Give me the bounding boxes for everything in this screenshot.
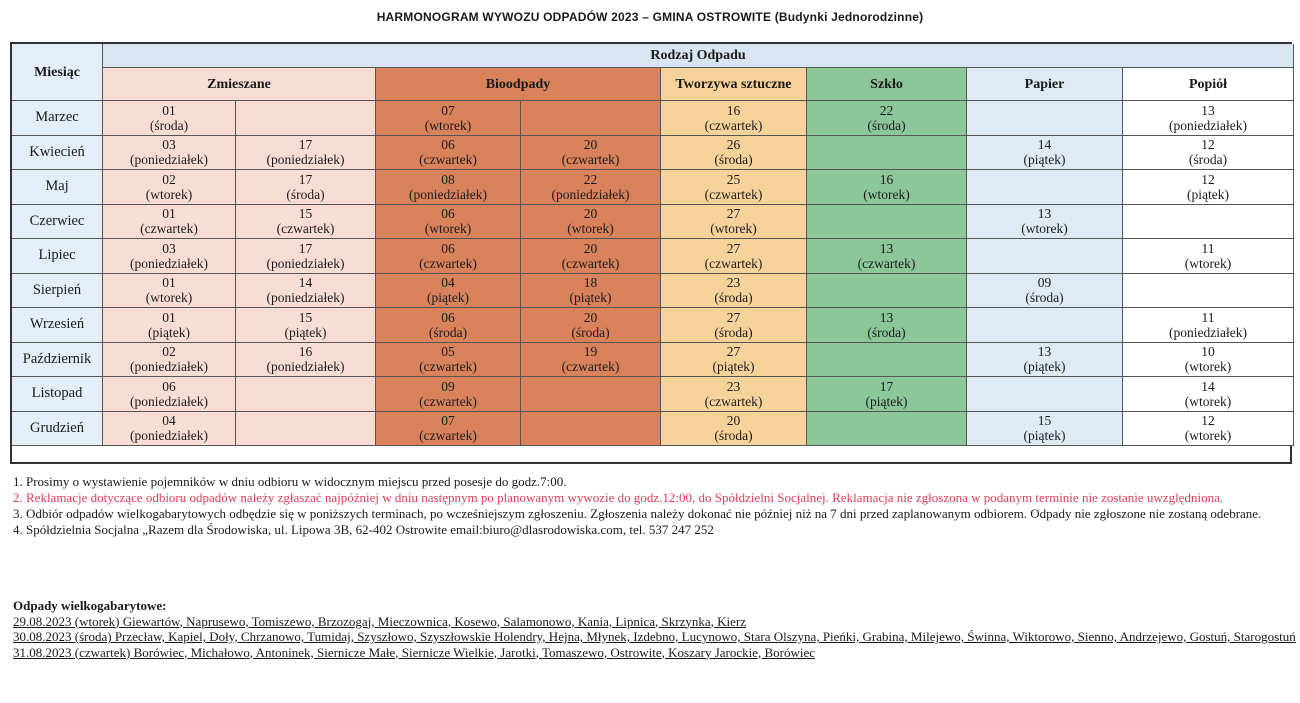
pickup-day: 09: [1037, 275, 1052, 291]
schedule-cell-s: [807, 101, 967, 136]
schedule-cell-t: [661, 308, 807, 343]
notes: [13, 474, 1288, 538]
pickup-weekday: (piątek): [1023, 359, 1066, 375]
schedule-cell-p: [967, 308, 1123, 343]
pickup-weekday: (wtorek): [567, 221, 614, 237]
pickup-day: 03: [162, 137, 176, 153]
schedule-cell-p: [967, 377, 1123, 412]
schedule-cell-b1: [376, 308, 521, 343]
pickup-day: 18: [583, 275, 598, 291]
schedule-cell-z2: [236, 308, 376, 343]
schedule-cell-po: [1123, 170, 1294, 205]
month-label: Listopad: [12, 377, 103, 412]
pickup-day: 12: [1201, 137, 1215, 153]
pickup-day: 09: [441, 378, 455, 394]
pickup-weekday: (wtorek): [424, 117, 472, 133]
pickup-day: 03: [162, 240, 176, 256]
month-label: Lipiec: [12, 239, 103, 274]
pickup-weekday: (poniedziałek): [1169, 324, 1247, 340]
pickup-day: 25: [726, 171, 741, 187]
pickup-weekday: (piątek): [865, 393, 908, 409]
pickup-day: 01: [162, 206, 176, 222]
schedule-cell-p: [967, 343, 1123, 378]
schedule-cell-b2: [521, 101, 661, 136]
schedule-cell-b2: [521, 343, 661, 378]
schedule-cell-z1: [103, 308, 236, 343]
schedule-cell-z2: [236, 412, 376, 447]
pickup-day: 05: [441, 344, 455, 360]
schedule-table: [10, 42, 1292, 464]
schedule-cell-po: [1123, 205, 1294, 240]
pickup-day: 17: [298, 240, 313, 256]
schedule-cell-t: [661, 101, 807, 136]
pickup-weekday: (czwartek): [419, 152, 477, 168]
pickup-day: 06: [162, 378, 176, 394]
schedule-cell-b1: [376, 239, 521, 274]
header-popiol: Popiół: [1123, 68, 1294, 101]
schedule-cell-z1: [103, 343, 236, 378]
pickup-weekday: (czwartek): [561, 359, 620, 375]
pickup-weekday: (czwartek): [561, 152, 620, 168]
schedule-cell-z2: [236, 170, 376, 205]
pickup-day: 22: [583, 171, 598, 187]
bulky-waste-line: 29.08.2023 (wtorek) Giewartów, Naprusewo, Tomiszewo, Brzozogaj, Mieczownica, Kosewo, Salamonowo, Kania, Lipnica, Skrzynka, Kierz: [13, 613, 747, 629]
pickup-day: 27: [726, 206, 741, 222]
pickup-weekday: (czwartek): [857, 255, 916, 271]
schedule-cell-z1: [103, 377, 236, 412]
pickup-weekday: (poniedziałek): [1169, 117, 1247, 133]
pickup-weekday: (środa): [286, 186, 325, 202]
pickup-weekday: (czwartek): [561, 255, 620, 271]
schedule-cell-b2: [521, 170, 661, 205]
schedule-cell-z2: [236, 136, 376, 171]
pickup-day: 12: [1201, 413, 1215, 429]
schedule-cell-z1: [103, 274, 236, 309]
pickup-day: 07: [441, 413, 455, 429]
schedule-cell-po: [1123, 377, 1294, 412]
pickup-weekday: (piątek): [569, 290, 612, 306]
note-1: 1. Prosimy o wystawienie pojemników w dniu odbioru w widocznym miejscu przed posesje do godz.7:00.: [13, 474, 567, 489]
pickup-weekday: (piątek): [427, 290, 469, 306]
schedule-cell-s: [807, 136, 967, 171]
schedule-cell-b1: [376, 136, 521, 171]
header-tworzywa: Tworzywa sztuczne: [661, 68, 807, 101]
pickup-day: 10: [1201, 344, 1215, 360]
schedule-cell-b1: [376, 205, 521, 240]
pickup-weekday: (wtorek): [145, 186, 193, 202]
schedule-cell-b1: [376, 412, 521, 447]
pickup-day: 20: [726, 413, 741, 429]
schedule-cell-b2: [521, 239, 661, 274]
schedule-cell-p: [967, 412, 1123, 447]
pickup-weekday: (czwartek): [419, 255, 477, 271]
pickup-day: 12: [1201, 171, 1215, 187]
pickup-weekday: (poniedziałek): [130, 152, 208, 168]
pickup-weekday: (środa): [571, 324, 610, 340]
schedule-cell-z2: [236, 239, 376, 274]
bulky-waste-line: 31.08.2023 (czwartek) Borówiec, Michałowo, Antoninek, Siernicze Małe, Siernicze Wielkie, Jarotki, Tomaszewo, Ostrowite, Koszary Jarockie, Borówiec: [13, 644, 816, 660]
pickup-weekday: (poniedziałek): [266, 152, 345, 168]
pickup-day: 14: [298, 275, 313, 291]
pickup-weekday: (wtorek): [1184, 359, 1232, 375]
pickup-weekday: (wtorek): [863, 186, 910, 202]
pickup-weekday: (czwartek): [704, 186, 763, 202]
schedule-cell-b1: [376, 170, 521, 205]
pickup-weekday: (poniedziałek): [130, 255, 208, 271]
schedule-cell-b2: [521, 412, 661, 447]
pickup-day: 13: [1037, 344, 1052, 360]
pickup-day: 04: [441, 275, 455, 291]
pickup-day: 19: [583, 344, 598, 360]
pickup-weekday: (piątek): [1023, 428, 1066, 444]
pickup-day: 27: [726, 240, 741, 256]
schedule-cell-po: [1123, 343, 1294, 378]
schedule-cell-po: [1123, 239, 1294, 274]
pickup-weekday: (środa): [714, 290, 753, 306]
pickup-weekday: (poniedziałek): [551, 186, 630, 202]
header-bioodpady: Bioodpady: [376, 68, 661, 101]
pickup-weekday: (piątek): [1023, 152, 1066, 168]
schedule-cell-z2: [236, 101, 376, 136]
schedule-cell-p: [967, 101, 1123, 136]
pickup-weekday: (wtorek): [710, 221, 757, 237]
pickup-day: 13: [1201, 102, 1215, 118]
schedule-cell-b2: [521, 136, 661, 171]
pickup-weekday: (czwartek): [419, 428, 477, 444]
schedule-cell-z2: [236, 205, 376, 240]
pickup-day: 15: [298, 309, 313, 325]
pickup-day: 26: [726, 137, 741, 153]
pickup-day: 20: [583, 206, 598, 222]
month-label: Październik: [12, 343, 103, 378]
pickup-day: 11: [1201, 240, 1215, 256]
pickup-weekday: (wtorek): [1021, 221, 1068, 237]
pickup-weekday: (środa): [714, 428, 753, 444]
pickup-weekday: (wtorek): [424, 221, 472, 237]
month-label: Grudzień: [12, 412, 103, 447]
pickup-day: 13: [879, 309, 894, 325]
note-4-contact: 4. Spółdzielnia Socjalna „Razem dla Środowiska, ul. Lipowa 3B, 62-402 Ostrowite email:biuro@dlasrodowiska.com, tel. 537 247 252: [13, 522, 714, 537]
pickup-day: 08: [441, 171, 455, 187]
schedule-cell-z2: [236, 343, 376, 378]
pickup-day: 23: [726, 275, 741, 291]
schedule-cell-z2: [236, 377, 376, 412]
schedule-cell-z1: [103, 136, 236, 171]
pickup-weekday: (środa): [149, 117, 189, 133]
pickup-day: 27: [726, 309, 741, 325]
pickup-day: 06: [441, 206, 455, 222]
schedule-cell-b2: [521, 205, 661, 240]
schedule-cell-b2: [521, 274, 661, 309]
pickup-weekday: (piątek): [148, 324, 190, 340]
pickup-day: 22: [879, 102, 894, 118]
schedule-cell-s: [807, 239, 967, 274]
schedule-cell-t: [661, 136, 807, 171]
pickup-weekday: (czwartek): [419, 393, 477, 409]
pickup-day: 06: [441, 309, 455, 325]
pickup-day: 13: [1037, 206, 1052, 222]
pickup-day: 15: [298, 206, 313, 222]
schedule-cell-s: [807, 343, 967, 378]
schedule-cell-po: [1123, 308, 1294, 343]
header-miesiac: Miesiąc: [12, 44, 103, 101]
pickup-weekday: (piątek): [284, 324, 327, 340]
pickup-weekday: (piątek): [712, 359, 755, 375]
schedule-cell-z1: [103, 239, 236, 274]
pickup-day: 20: [583, 137, 598, 153]
schedule-cell-s: [807, 377, 967, 412]
pickup-day: 17: [298, 171, 313, 187]
note-2-reklamacje: 2. Reklamacje dotyczące odbioru odpadów należy zgłaszać najpóźniej w dniu następnym po planowanym wywozie do godz.12:00, do Spółdzielni Socjalnej. Reklamacja nie zgłoszona w podanym terminie nie zostanie uwzględniona.: [13, 490, 1224, 505]
pickup-day: 01: [162, 102, 176, 118]
pickup-day: 20: [583, 240, 598, 256]
pickup-weekday: (środa): [714, 324, 753, 340]
header-szklo: Szkło: [807, 68, 967, 101]
pickup-day: 01: [162, 309, 176, 325]
pickup-weekday: (czwartek): [140, 221, 198, 237]
pickup-weekday: (wtorek): [1184, 255, 1232, 271]
pickup-day: 23: [726, 378, 741, 394]
schedule-cell-t: [661, 170, 807, 205]
schedule-cell-p: [967, 239, 1123, 274]
pickup-weekday: (czwartek): [704, 117, 763, 133]
pickup-weekday: (poniedziałek): [266, 255, 345, 271]
pickup-day: 17: [879, 378, 894, 394]
schedule-cell-z1: [103, 412, 236, 447]
schedule-cell-p: [967, 136, 1123, 171]
pickup-weekday: (środa): [1025, 290, 1064, 306]
pickup-day: 06: [441, 240, 455, 256]
month-label: Sierpień: [12, 274, 103, 309]
schedule-cell-z1: [103, 205, 236, 240]
schedule-cell-po: [1123, 274, 1294, 309]
pickup-weekday: (poniedziałek): [130, 428, 208, 444]
month-label: Kwiecień: [12, 136, 103, 171]
schedule-cell-po: [1123, 136, 1294, 171]
schedule-cell-p: [967, 205, 1123, 240]
pickup-weekday: (poniedziałek): [266, 290, 345, 306]
header-zmieszane: Zmieszane: [103, 68, 376, 101]
pickup-weekday: (wtorek): [1184, 428, 1232, 444]
pickup-day: 16: [726, 102, 741, 118]
pickup-day: 04: [162, 413, 176, 429]
pickup-day: 02: [162, 344, 176, 360]
pickup-day: 17: [298, 137, 313, 153]
pickup-weekday: (wtorek): [145, 290, 193, 306]
pickup-day: 14: [1201, 378, 1215, 394]
pickup-day: 06: [441, 137, 455, 153]
schedule-cell-z1: [103, 170, 236, 205]
schedule-cell-b1: [376, 101, 521, 136]
schedule-cell-t: [661, 343, 807, 378]
pickup-day: 11: [1201, 309, 1215, 325]
schedule-cell-z2: [236, 274, 376, 309]
pickup-weekday: (poniedziałek): [130, 359, 208, 375]
pickup-day: 20: [583, 309, 598, 325]
schedule-cell-t: [661, 205, 807, 240]
schedule-cell-t: [661, 377, 807, 412]
pickup-day: 07: [441, 102, 455, 118]
pickup-weekday: (czwartek): [419, 359, 477, 375]
pickup-weekday: (poniedziałek): [266, 359, 345, 375]
pickup-day: 13: [879, 240, 894, 256]
pickup-weekday: (środa): [1188, 152, 1228, 168]
month-label: Maj: [12, 170, 103, 205]
schedule-cell-b1: [376, 274, 521, 309]
schedule-cell-t: [661, 274, 807, 309]
schedule-cell-po: [1123, 412, 1294, 447]
bulky-waste-title: Odpady wielkogabarytowe:: [13, 598, 167, 613]
pickup-weekday: (poniedziałek): [130, 393, 208, 409]
pickup-weekday: (czwartek): [704, 393, 763, 409]
schedule-cell-po: [1123, 101, 1294, 136]
pickup-weekday: (środa): [867, 117, 906, 133]
pickup-day: 02: [162, 171, 176, 187]
schedule-cell-s: [807, 170, 967, 205]
schedule-cell-s: [807, 205, 967, 240]
page-title: HARMONOGRAM WYWOZU ODPADÓW 2023 – GMINA OSTROWITE (Budynki Jednorodzinne): [376, 10, 924, 24]
pickup-weekday: (środa): [714, 152, 753, 168]
pickup-weekday: (poniedziałek): [409, 186, 487, 202]
schedule-cell-t: [661, 412, 807, 447]
pickup-weekday: (środa): [428, 324, 468, 340]
pickup-day: 14: [1037, 137, 1052, 153]
month-label: Marzec: [12, 101, 103, 136]
pickup-day: 27: [726, 344, 741, 360]
schedule-cell-s: [807, 308, 967, 343]
pickup-day: 15: [1037, 413, 1052, 429]
pickup-day: 16: [879, 171, 894, 187]
month-label: Wrzesień: [12, 308, 103, 343]
schedule-cell-p: [967, 274, 1123, 309]
pickup-day: 16: [298, 344, 313, 360]
schedule-cell-p: [967, 170, 1123, 205]
pickup-weekday: (środa): [867, 324, 906, 340]
pickup-weekday: (wtorek): [1184, 393, 1232, 409]
schedule-cell-z1: [103, 101, 236, 136]
schedule-cell-s: [807, 412, 967, 447]
header-papier: Papier: [967, 68, 1123, 101]
note-3: 3. Odbiór odpadów wielkogabarytowych odbędzie się w poniższych terminach, po wcześniejszym zgłoszeniu. Zgłoszenia należy dokonać nie później niż na 7 dni przed zaplanowanym odbiorem. Odpady nie zgłoszone nie zostaną odebrane.: [13, 506, 1262, 521]
pickup-weekday: (czwartek): [704, 255, 763, 271]
pickup-day: 01: [162, 275, 176, 291]
pickup-weekday: (piątek): [1187, 186, 1229, 202]
schedule-cell-t: [661, 239, 807, 274]
bulky-waste-line: 30.08.2023 (środa) Przecław, Kapiel, Doły, Chrzanowo, Tumidaj, Szyszłowo, Szyszłowskie Holendry, Hejna, Młynek, Izdebno, Lucynowo, Stara Olszyna, Pieńki, Grabina, Milejewo, Świnna, Wiktorowo, Sienno, Andrzejewo, Gostuń, Starogostuń: [13, 629, 1296, 644]
schedule-cell-b1: [376, 343, 521, 378]
bulky-waste-section: [13, 598, 1298, 660]
header-rodzaj-odpadu: Rodzaj Odpadu: [103, 44, 1294, 68]
schedule-cell-b2: [521, 377, 661, 412]
schedule-cell-b2: [521, 308, 661, 343]
schedule-cell-s: [807, 274, 967, 309]
month-label: Czerwiec: [12, 205, 103, 240]
pickup-weekday: (czwartek): [276, 221, 335, 237]
schedule-cell-b1: [376, 377, 521, 412]
